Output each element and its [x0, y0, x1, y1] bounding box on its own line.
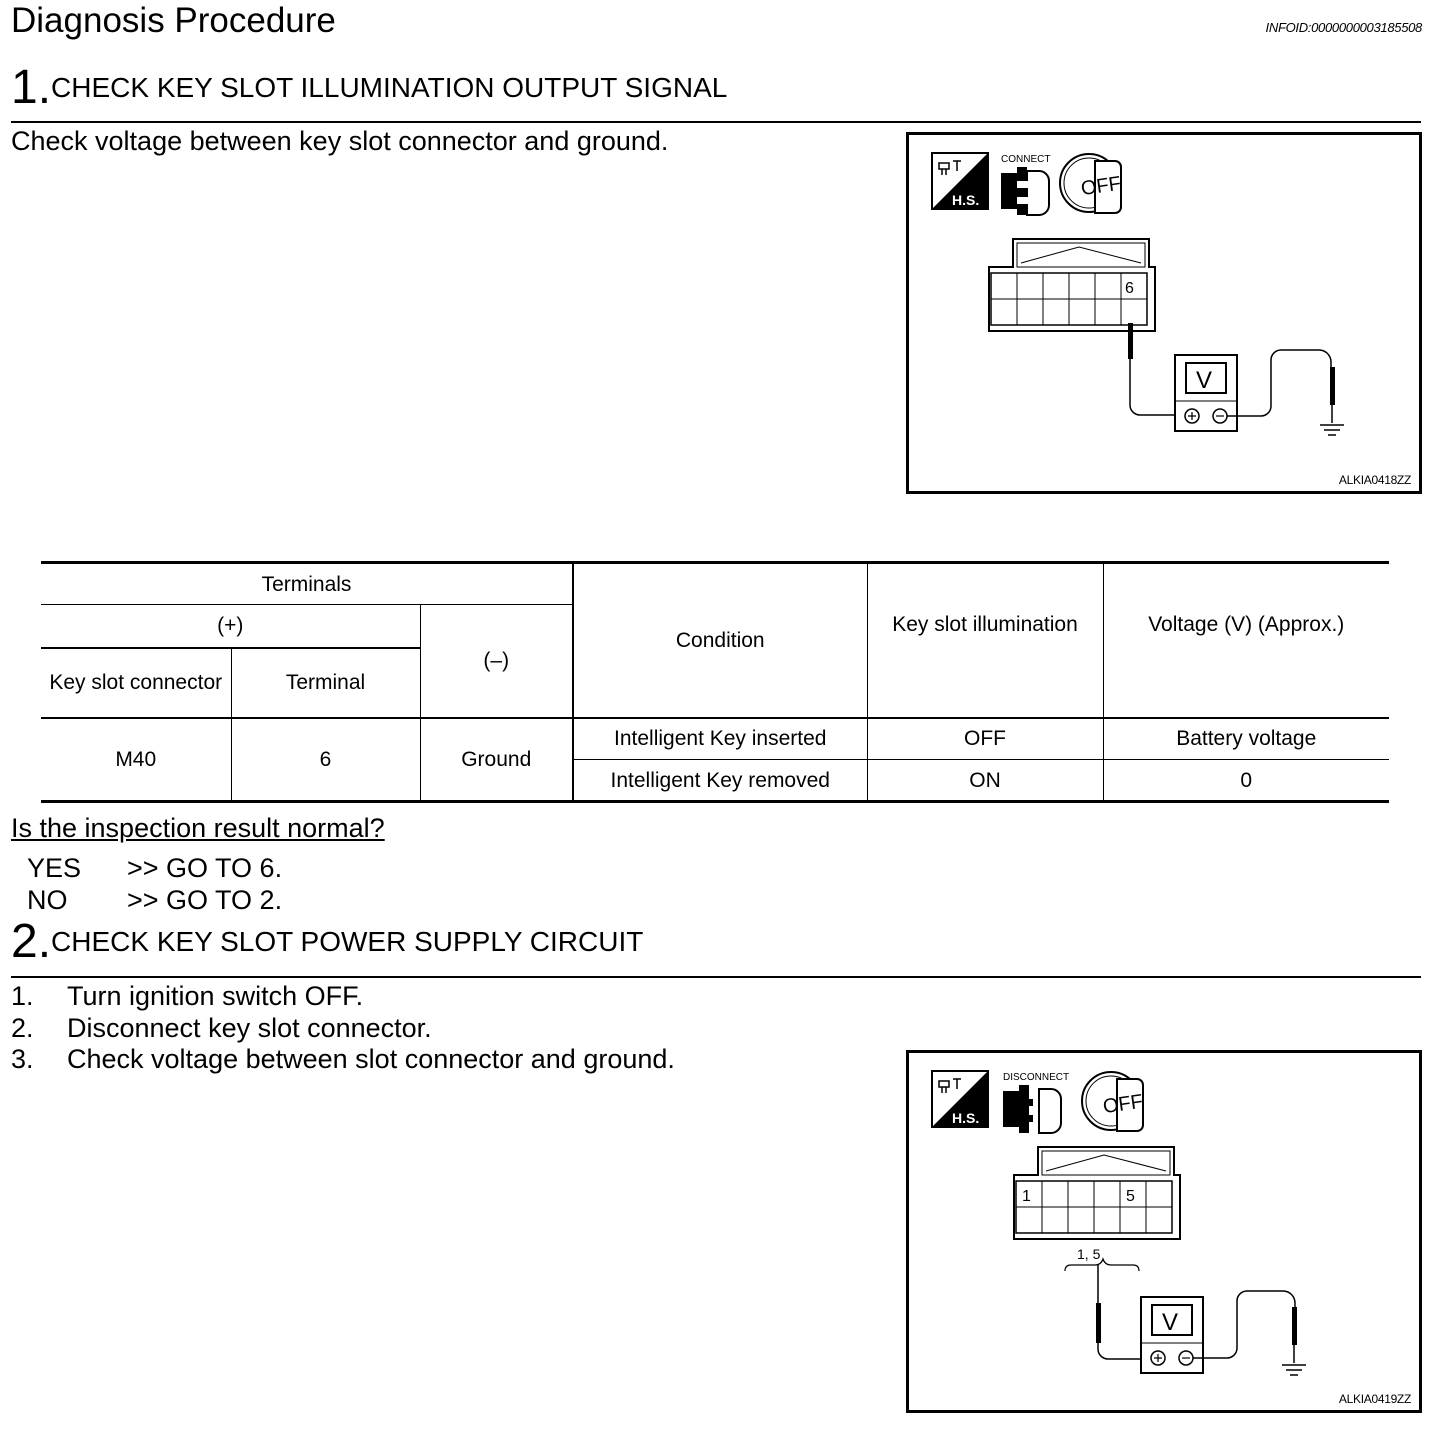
cell-terminal: 6 [231, 718, 420, 802]
header-condition: Condition [573, 563, 867, 718]
cell-minus: Ground [420, 718, 573, 802]
answer-yes-key: YES [27, 853, 82, 883]
cell-illumination: OFF [867, 718, 1103, 760]
step-2-rule [11, 976, 1421, 978]
header-illumination: Key slot illumination [867, 563, 1103, 718]
cell-illumination: ON [867, 760, 1103, 802]
svg-text:OFF: OFF [1079, 172, 1123, 201]
key-slot-connector [989, 239, 1155, 331]
figure-2-code: ALKIA0419ZZ [1338, 1392, 1411, 1406]
connector-connect-icon [1001, 154, 1050, 215]
ignition-key-icon [1060, 154, 1122, 213]
header-plus: (+) [41, 605, 420, 648]
step-2-number: 2. [11, 915, 52, 968]
answer-yes [27, 852, 282, 884]
answer-no [27, 884, 282, 916]
figure-1-svg [909, 135, 1419, 491]
answer-yes-value: >> GO TO 6. [127, 853, 283, 883]
header-voltage: Voltage (V) (Approx.) [1103, 563, 1389, 718]
cell-voltage: 0 [1103, 760, 1389, 802]
step-1-number: 1. [11, 61, 52, 114]
svg-text:OFF: OFF [1101, 1090, 1145, 1119]
svg-text:DISCONNECT: DISCONNECT [1003, 1072, 1070, 1083]
figure-2-svg [909, 1053, 1419, 1410]
connector-disconnect-icon [1003, 1072, 1069, 1133]
voltmeter-v-label: V [1196, 367, 1213, 394]
terminal-6-label: 6 [1125, 280, 1134, 297]
header-terminals: Terminals [41, 563, 573, 605]
terminals-label: 1, 5 [1077, 1246, 1101, 1262]
inspection-question: Is the inspection result normal? [11, 813, 385, 843]
terminal-spec-table [41, 561, 1389, 803]
table-row [41, 718, 1389, 760]
cell-connector: M40 [41, 718, 231, 802]
list-item: 2. Disconnect key slot connector. [11, 1013, 432, 1043]
cell-condition: Intelligent Key removed [573, 760, 867, 802]
header-minus: (–) [420, 605, 573, 718]
header-connector: Key slot connector [41, 648, 231, 718]
harness-side-icon [932, 1071, 988, 1127]
step-2-heading [11, 915, 644, 968]
figure-connect-diagram [906, 132, 1422, 494]
answer-no-key: NO [27, 885, 68, 915]
cell-voltage: Battery voltage [1103, 718, 1389, 760]
voltmeter-v-label: V [1162, 1309, 1179, 1336]
step-1-instruction: Check voltage between key slot connector and ground. [11, 126, 669, 156]
svg-text:CONNECT: CONNECT [1001, 154, 1051, 165]
key-slot-connector [1014, 1147, 1180, 1271]
list-item: 1. Turn ignition switch OFF. [11, 981, 364, 1011]
svg-text:H.S.: H.S. [952, 192, 980, 208]
voltmeter-probe-wiring [1096, 1265, 1306, 1375]
step-1-heading [11, 61, 728, 114]
header-terminal: Terminal [231, 648, 420, 718]
step-2-title: CHECK KEY SLOT POWER SUPPLY CIRCUIT [51, 926, 644, 957]
svg-text:H.S.: H.S. [952, 1110, 980, 1126]
info-id: INFOID:0000000003185508 [1265, 20, 1422, 35]
cell-condition: Intelligent Key inserted [573, 718, 867, 760]
voltmeter-probe-wiring [1128, 323, 1344, 435]
step-1-rule [11, 121, 1421, 123]
answer-no-value: >> GO TO 2. [127, 885, 283, 915]
harness-side-icon [932, 153, 988, 209]
list-item: 3. Check voltage between slot connector and ground. [11, 1044, 675, 1074]
figure-1-code: ALKIA0418ZZ [1338, 473, 1411, 487]
ignition-key-icon [1082, 1072, 1144, 1131]
step-1-title: CHECK KEY SLOT ILLUMINATION OUTPUT SIGNAL [51, 72, 728, 103]
terminal-1-label: 1 [1022, 1188, 1031, 1205]
terminal-5-label: 5 [1126, 1188, 1135, 1205]
figure-disconnect-diagram [906, 1050, 1422, 1413]
page-title: Diagnosis Procedure [11, 1, 336, 40]
